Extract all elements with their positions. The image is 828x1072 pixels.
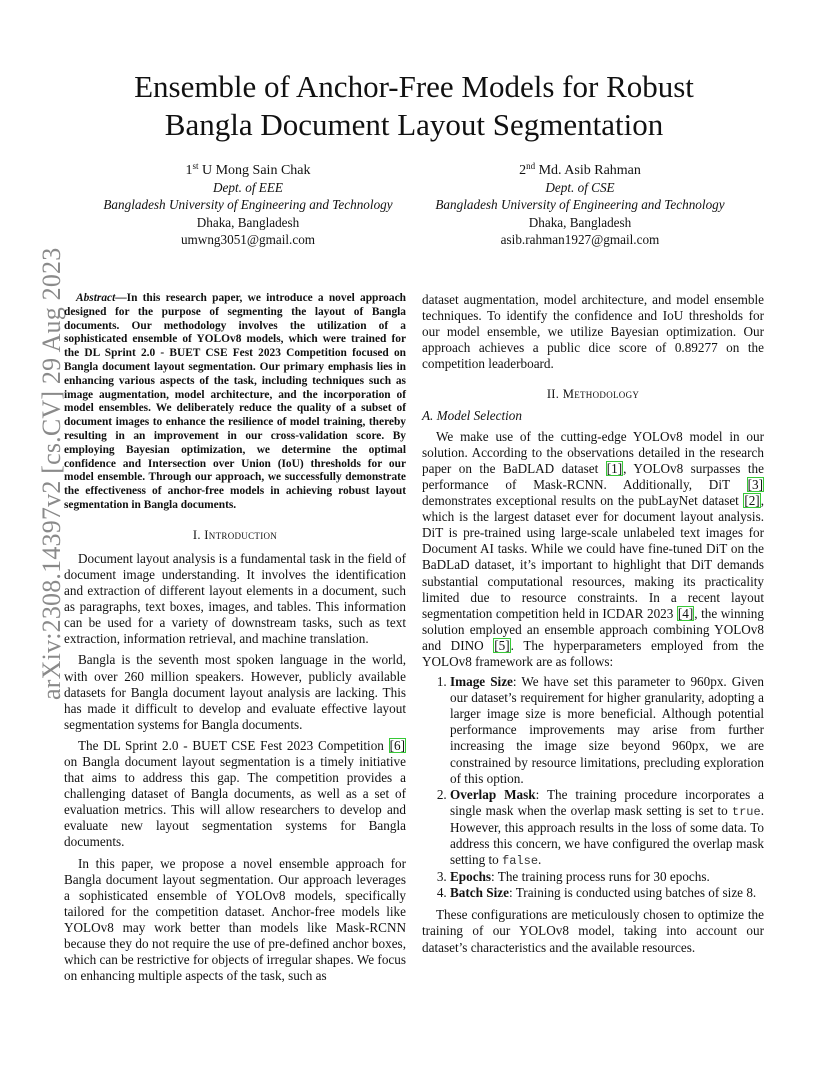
abstract — [64, 292, 406, 513]
author-email: asib.rahman1927@gmail.com — [500, 231, 660, 247]
author-ordinal-suffix: nd — [526, 161, 536, 171]
author-name: U Mong Sain Chak — [202, 163, 311, 178]
author-dept: Dept. of EEE — [213, 180, 283, 196]
author-ordinal: 1 — [185, 163, 193, 178]
author-email: umwng3051@gmail.com — [180, 231, 316, 247]
intro-paragraph-4-continued: dataset augmentation, model architecture, and model ensemble techniques. To identify the confidence and IoU thresholds for our model ensemble, we utilize Bayesian optimization. Our approach achieves a public dice score of 0.89277 on the competition leaderboard. — [422, 292, 764, 372]
intro-paragraph-3: The DL Sprint 2.0 - BUET CSE Fest 2023 Competition [6] on Bangla document layout segmentation is a timely initiative that aims to address this gap. The competition provides a challenging dataset of Bangla documents, as well as a set of evaluation metrics. This will allow researchers to develop and evaluate new layout segmentation systems for Bangla documents. — [64, 737, 406, 850]
author-university: Bangladesh University of Engineering and Technology — [435, 197, 725, 213]
citation-link[interactable]: [3] — [747, 476, 763, 492]
author-city: Dhaka, Bangladesh — [196, 214, 300, 230]
left-column — [64, 292, 406, 984]
author-city: Dhaka, Bangladesh — [528, 214, 632, 230]
author-university: Bangladesh University of Engineering and Technology — [103, 197, 393, 213]
intro-paragraph-1: Document layout analysis is a fundamental task in the field of document image understanding. It involves the identification and extraction of different layout elements in a document, such as paragraphs, text boxes, images, and tables. This information can be used for a variety of downstream tasks, such as text extraction, information retrieval, and machine translation. — [64, 550, 406, 647]
hyperparameter-list — [422, 674, 764, 901]
title-line-2: Bangla Document Layout Segmentation — [164, 107, 664, 142]
paper-title — [60, 68, 768, 144]
author-block-1 — [83, 162, 413, 248]
author-dept: Dept. of CSE — [545, 180, 615, 196]
citation-link[interactable]: [4] — [677, 605, 694, 621]
method-paragraph-1: We make use of the cutting-edge YOLOv8 model in our solution. According to the observations detailed in the research paper on the BaDLAD dataset [1], YOLOv8 surpasses the performance of Mask-RCNN. Additionally, DiT [3] demonstrates exceptional results on the pubLayNet dataset [2], which is the largest dataset ever for document layout analysis. DiT is pre-trained using large-scale unlabeled text images for Document AI tasks. While we could have fine-tuned DiT on the BaDLaD dataset, it’s important to highlight that DiT demands substantial computational resources, making its practicality limited due to resource constraints. In a recent layout segmentation competition held in ICDAR 2023 [4], the winning solution employed an ensemble approach combining YOLOv8 and DINO [5]. The hyperparameters employed from the YOLOv8 framework are as follows: — [422, 428, 764, 669]
intro-paragraph-4: In this paper, we propose a novel ensemble approach for Bangla document layout segmentation. Our approach leverages a sophisticated ensemble of YOLOv8 models, specifically tailored for the competition dataset. Anchor-free models like YOLOv8 may work better than models like Mask-RCNN because they do not require the use of pre-defined anchor boxes, which can be restrictive for objects of irregular shapes. We focus on enhancing multiple aspects of the task, such as — [64, 855, 406, 984]
list-item: 2. Overlap Mask: The training procedure incorporates a single mask when the overlap mask setting is set to true. However, this approach results in the loss of some data. To address this concern, we have configured the overlap mask setting to false. — [450, 787, 764, 869]
citation-link[interactable]: [6] — [389, 737, 405, 753]
author-ordinal: 2 — [519, 163, 527, 178]
intro-paragraph-2: Bangla is the seventh most spoken language in the world, with over 260 million speakers. However, publicly available datasets for Bangla document layout analysis are lacking. This has made it difficult to develop and evaluate effective layout segmentation systems for Bangla documents. — [64, 652, 406, 732]
citation-link[interactable]: [2] — [744, 493, 760, 509]
citation-link[interactable]: [5] — [494, 637, 510, 653]
list-item: 3. Epochs: The training process runs for 30 epochs. — [450, 869, 764, 885]
code-value: true — [731, 804, 761, 819]
title-line-1: Ensemble of Anchor-Free Models for Robust — [134, 69, 694, 104]
list-item: 1. Image Size: We have set this parameter to 960px. Given our dataset’s requirement for higher granularity, adopting a larger image size is more beneficial. Although potential performance improvements may arise from further increasing the image size beyond 960px, we are constrained by resource limitations, precluding exploration of this option. — [450, 674, 764, 787]
code-value: false — [502, 854, 539, 869]
subsection-heading-model-selection: A. Model Selection — [422, 407, 522, 423]
section-heading-introduction: I. Introduction — [192, 527, 278, 542]
author-block-2 — [415, 162, 745, 248]
abstract-label: Abstract — [76, 292, 116, 304]
method-paragraph-2: These configurations are meticulously chosen to optimize the training of our YOLOv8 model, taking into account our dataset’s characteristics and the available resources. — [422, 907, 764, 955]
section-heading-methodology: II. Methodology — [546, 387, 640, 402]
author-ordinal-suffix: st — [192, 161, 199, 171]
arxiv-identifier: arXiv:2308.14397v2 [cs.CV] 29 Aug 2023 — [37, 247, 66, 700]
citation-link[interactable]: [1] — [606, 460, 623, 476]
list-item: 4. Batch Size: Training is conducted using batches of size 8. — [450, 885, 764, 901]
author-name: Md. Asib Rahman — [538, 163, 641, 178]
abstract-text: —In this research paper, we introduce a novel approach designed for the purpose of segmenting the layout of Bangla documents. Our methodology involves the utilization of a sophisticated ensemble of YOLOv8 models, which were trained for the DL Sprint 2.0 - BUET CSE Fest 2023 Competition focused on Bangla document layout segmentation. Our primary emphasis lies in enhancing various aspects of the task, including techniques such as image augmentation, model architecture, and the incorporation of model ensembles. We deliberately reduce the quality of a subset of document images to enhance the resilience of model training, thereby resulting in an improvement in our cross-validation score. By employing Bayesian optimization, we determine the optimal confidence and Intersection over Union (IoU) thresholds for our model ensemble. Through our approach, we successfully demonstrate the effectiveness of anchor-free models in achieving robust layout segmentation in Bangla documents. — [64, 292, 406, 511]
right-column — [422, 292, 764, 956]
